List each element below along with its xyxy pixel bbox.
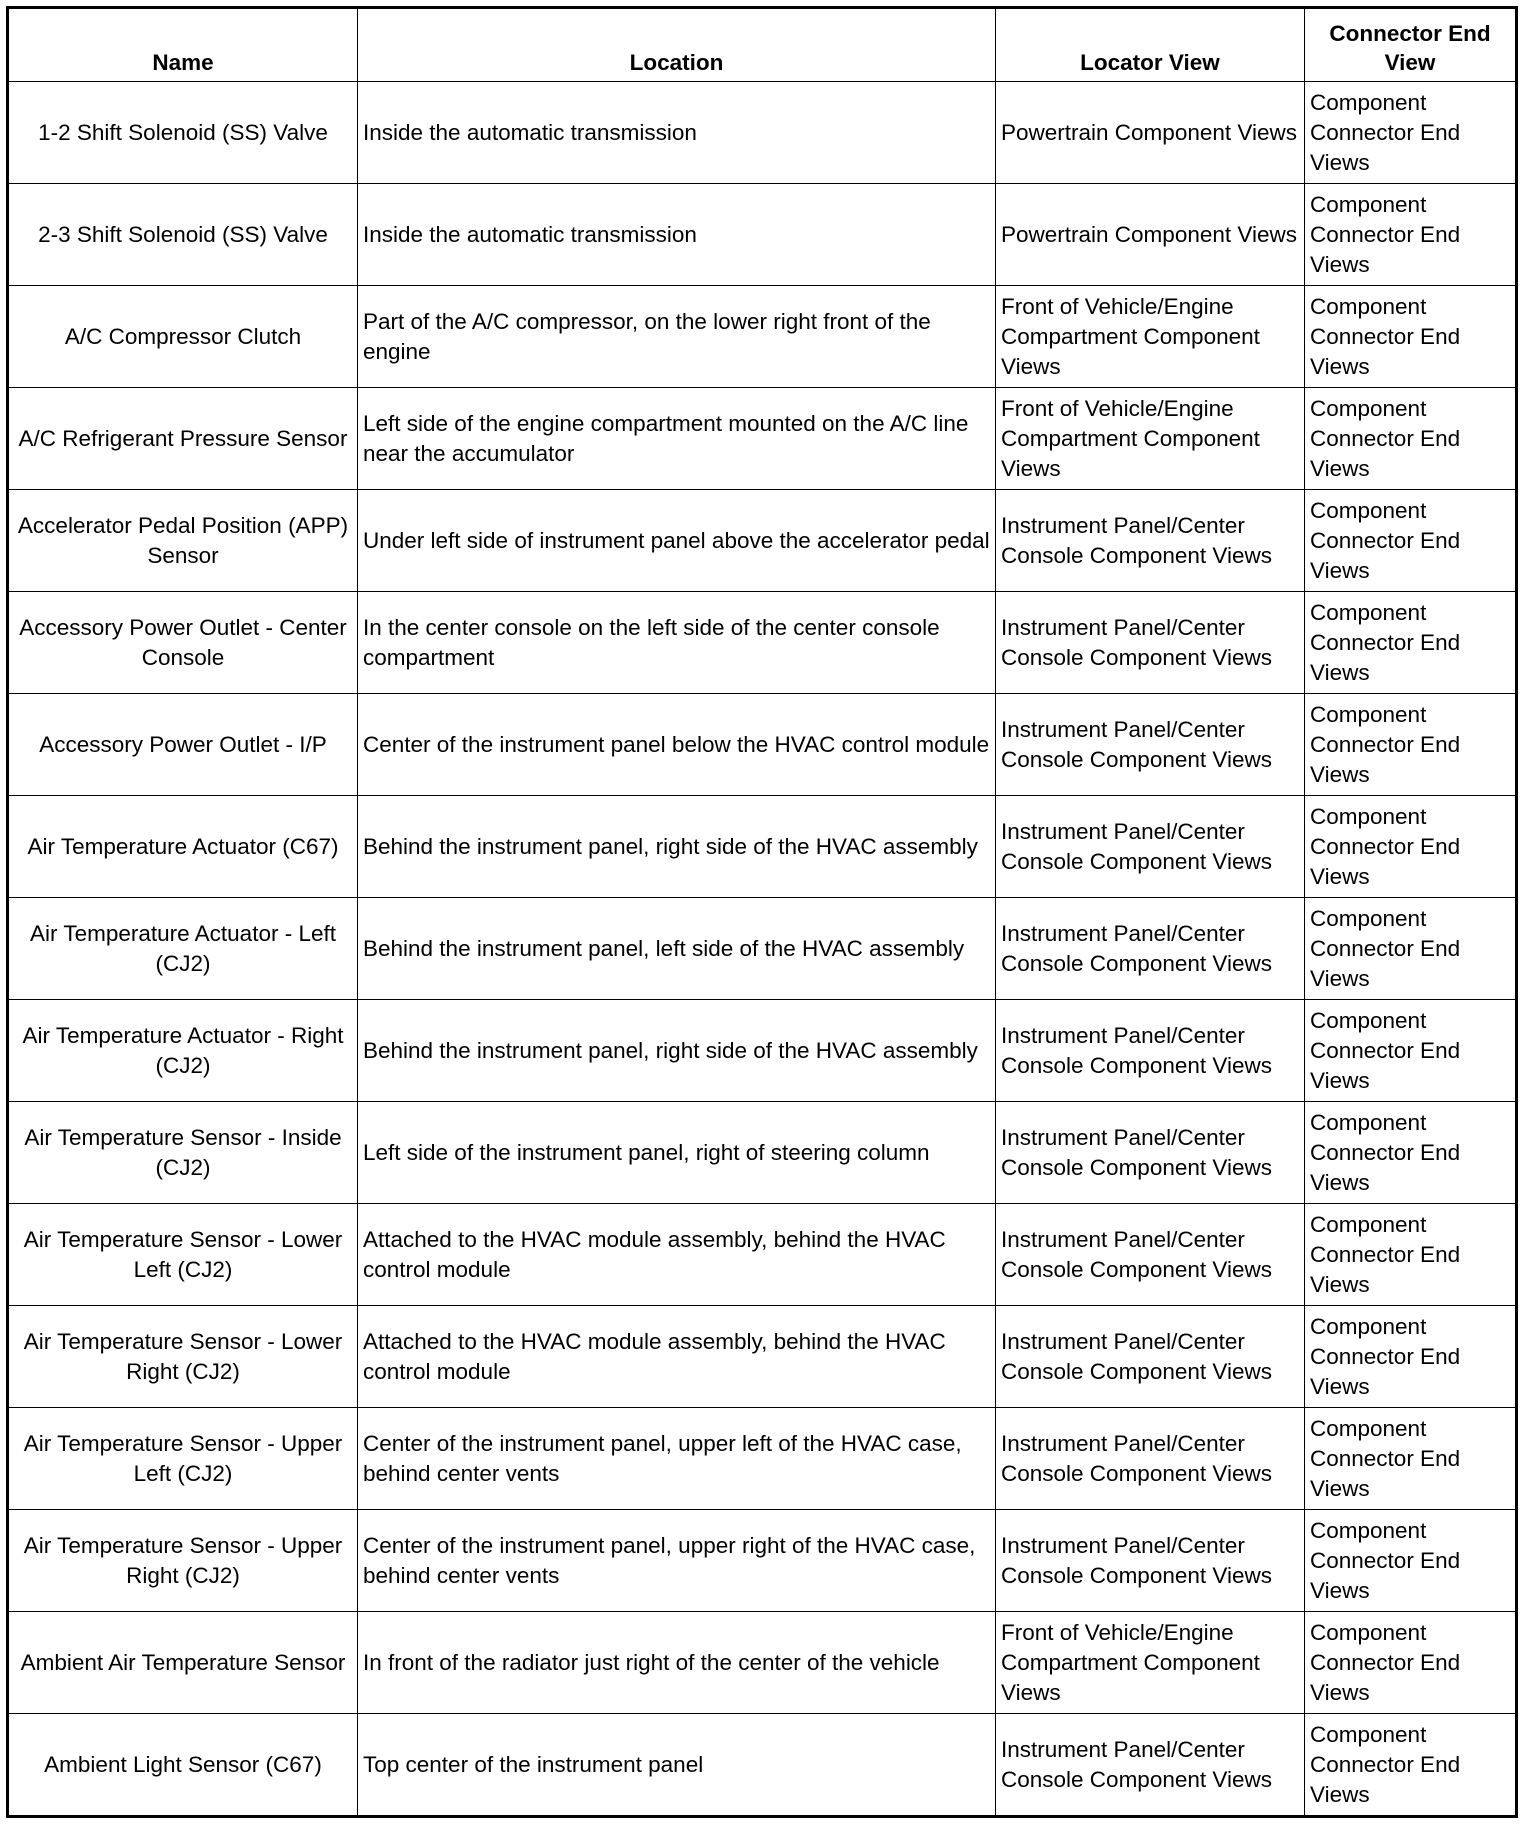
table-row	[8, 1306, 1517, 1408]
cell-location: Attached to the HVAC module assembly, behind the HVAC control module	[358, 1204, 996, 1306]
table-row	[8, 1102, 1517, 1204]
cell-locator-view: Instrument Panel/Center Console Component Views	[996, 1510, 1305, 1612]
cell-locator-view: Instrument Panel/Center Console Component Views	[996, 1204, 1305, 1306]
cell-name: Air Temperature Sensor - Upper Right (CJ2)	[8, 1510, 358, 1612]
cell-location: Under left side of instrument panel above the accelerator pedal	[358, 490, 996, 592]
header-connector-end-view: Connector End View	[1305, 8, 1517, 82]
cell-locator-view: Instrument Panel/Center Console Component Views	[996, 490, 1305, 592]
table-row	[8, 184, 1517, 286]
cell-location: Top center of the instrument panel	[358, 1714, 996, 1817]
cell-name: Air Temperature Actuator - Left (CJ2)	[8, 898, 358, 1000]
table-row	[8, 1510, 1517, 1612]
cell-connector-end-view: Component Connector End Views	[1305, 490, 1517, 592]
header-location: Location	[358, 8, 996, 82]
cell-name: Ambient Light Sensor (C67)	[8, 1714, 358, 1817]
cell-location: Behind the instrument panel, right side of the HVAC assembly	[358, 796, 996, 898]
cell-name: 2-3 Shift Solenoid (SS) Valve	[8, 184, 358, 286]
cell-connector-end-view: Component Connector End Views	[1305, 1714, 1517, 1817]
cell-location: Center of the instrument panel, upper right of the HVAC case, behind center vents	[358, 1510, 996, 1612]
cell-location: In front of the radiator just right of the center of the vehicle	[358, 1612, 996, 1714]
cell-location: Behind the instrument panel, right side of the HVAC assembly	[358, 1000, 996, 1102]
table-row	[8, 388, 1517, 490]
cell-location: In the center console on the left side of the center console compartment	[358, 592, 996, 694]
cell-locator-view: Powertrain Component Views	[996, 82, 1305, 184]
cell-name: Air Temperature Sensor - Lower Left (CJ2)	[8, 1204, 358, 1306]
cell-location: Part of the A/C compressor, on the lower right front of the engine	[358, 286, 996, 388]
cell-locator-view: Instrument Panel/Center Console Component Views	[996, 1306, 1305, 1408]
cell-connector-end-view: Component Connector End Views	[1305, 1510, 1517, 1612]
cell-connector-end-view: Component Connector End Views	[1305, 796, 1517, 898]
cell-connector-end-view: Component Connector End Views	[1305, 1204, 1517, 1306]
cell-locator-view: Powertrain Component Views	[996, 184, 1305, 286]
header-name: Name	[8, 8, 358, 82]
table-row	[8, 1714, 1517, 1817]
cell-locator-view: Front of Vehicle/Engine Compartment Component Views	[996, 1612, 1305, 1714]
table-row	[8, 286, 1517, 388]
cell-connector-end-view: Component Connector End Views	[1305, 1000, 1517, 1102]
table-row	[8, 898, 1517, 1000]
cell-locator-view: Front of Vehicle/Engine Compartment Component Views	[996, 388, 1305, 490]
cell-connector-end-view: Component Connector End Views	[1305, 592, 1517, 694]
cell-connector-end-view: Component Connector End Views	[1305, 388, 1517, 490]
cell-name: Air Temperature Sensor - Lower Right (CJ2)	[8, 1306, 358, 1408]
cell-location: Inside the automatic transmission	[358, 184, 996, 286]
cell-connector-end-view: Component Connector End Views	[1305, 1408, 1517, 1510]
table-row	[8, 490, 1517, 592]
header-locator-view: Locator View	[996, 8, 1305, 82]
cell-location: Center of the instrument panel, upper left of the HVAC case, behind center vents	[358, 1408, 996, 1510]
cell-name: Accessory Power Outlet - I/P	[8, 694, 358, 796]
table-row	[8, 592, 1517, 694]
document-page	[6, 6, 1515, 1818]
cell-locator-view: Front of Vehicle/Engine Compartment Component Views	[996, 286, 1305, 388]
cell-location: Left side of the instrument panel, right of steering column	[358, 1102, 996, 1204]
cell-name: Air Temperature Sensor - Upper Left (CJ2)	[8, 1408, 358, 1510]
cell-location: Center of the instrument panel below the HVAC control module	[358, 694, 996, 796]
cell-locator-view: Instrument Panel/Center Console Component Views	[996, 898, 1305, 1000]
cell-name: Accessory Power Outlet - Center Console	[8, 592, 358, 694]
cell-location: Inside the automatic transmission	[358, 82, 996, 184]
cell-locator-view: Instrument Panel/Center Console Component Views	[996, 592, 1305, 694]
cell-connector-end-view: Component Connector End Views	[1305, 1612, 1517, 1714]
cell-name: Air Temperature Actuator - Right (CJ2)	[8, 1000, 358, 1102]
table-header	[8, 8, 1517, 82]
cell-connector-end-view: Component Connector End Views	[1305, 1102, 1517, 1204]
cell-connector-end-view: Component Connector End Views	[1305, 286, 1517, 388]
cell-location: Behind the instrument panel, left side of the HVAC assembly	[358, 898, 996, 1000]
table-body	[8, 82, 1517, 1817]
cell-locator-view: Instrument Panel/Center Console Component Views	[996, 796, 1305, 898]
table-row	[8, 1612, 1517, 1714]
cell-name: Air Temperature Sensor - Inside (CJ2)	[8, 1102, 358, 1204]
cell-name: 1-2 Shift Solenoid (SS) Valve	[8, 82, 358, 184]
cell-connector-end-view: Component Connector End Views	[1305, 898, 1517, 1000]
cell-location: Left side of the engine compartment mounted on the A/C line near the accumulator	[358, 388, 996, 490]
table-row	[8, 796, 1517, 898]
header-row	[8, 8, 1517, 82]
cell-connector-end-view: Component Connector End Views	[1305, 184, 1517, 286]
cell-name: Ambient Air Temperature Sensor	[8, 1612, 358, 1714]
cell-locator-view: Instrument Panel/Center Console Component Views	[996, 1102, 1305, 1204]
cell-location: Attached to the HVAC module assembly, behind the HVAC control module	[358, 1306, 996, 1408]
cell-name: A/C Compressor Clutch	[8, 286, 358, 388]
component-locator-table	[6, 6, 1518, 1818]
cell-connector-end-view: Component Connector End Views	[1305, 1306, 1517, 1408]
cell-name: Accelerator Pedal Position (APP) Sensor	[8, 490, 358, 592]
cell-connector-end-view: Component Connector End Views	[1305, 82, 1517, 184]
cell-locator-view: Instrument Panel/Center Console Component Views	[996, 1714, 1305, 1817]
table-row	[8, 1000, 1517, 1102]
cell-locator-view: Instrument Panel/Center Console Component Views	[996, 1000, 1305, 1102]
cell-locator-view: Instrument Panel/Center Console Component Views	[996, 694, 1305, 796]
table-row	[8, 1408, 1517, 1510]
table-row	[8, 694, 1517, 796]
cell-locator-view: Instrument Panel/Center Console Component Views	[996, 1408, 1305, 1510]
cell-name: Air Temperature Actuator (C67)	[8, 796, 358, 898]
table-row	[8, 82, 1517, 184]
table-row	[8, 1204, 1517, 1306]
cell-name: A/C Refrigerant Pressure Sensor	[8, 388, 358, 490]
cell-connector-end-view: Component Connector End Views	[1305, 694, 1517, 796]
